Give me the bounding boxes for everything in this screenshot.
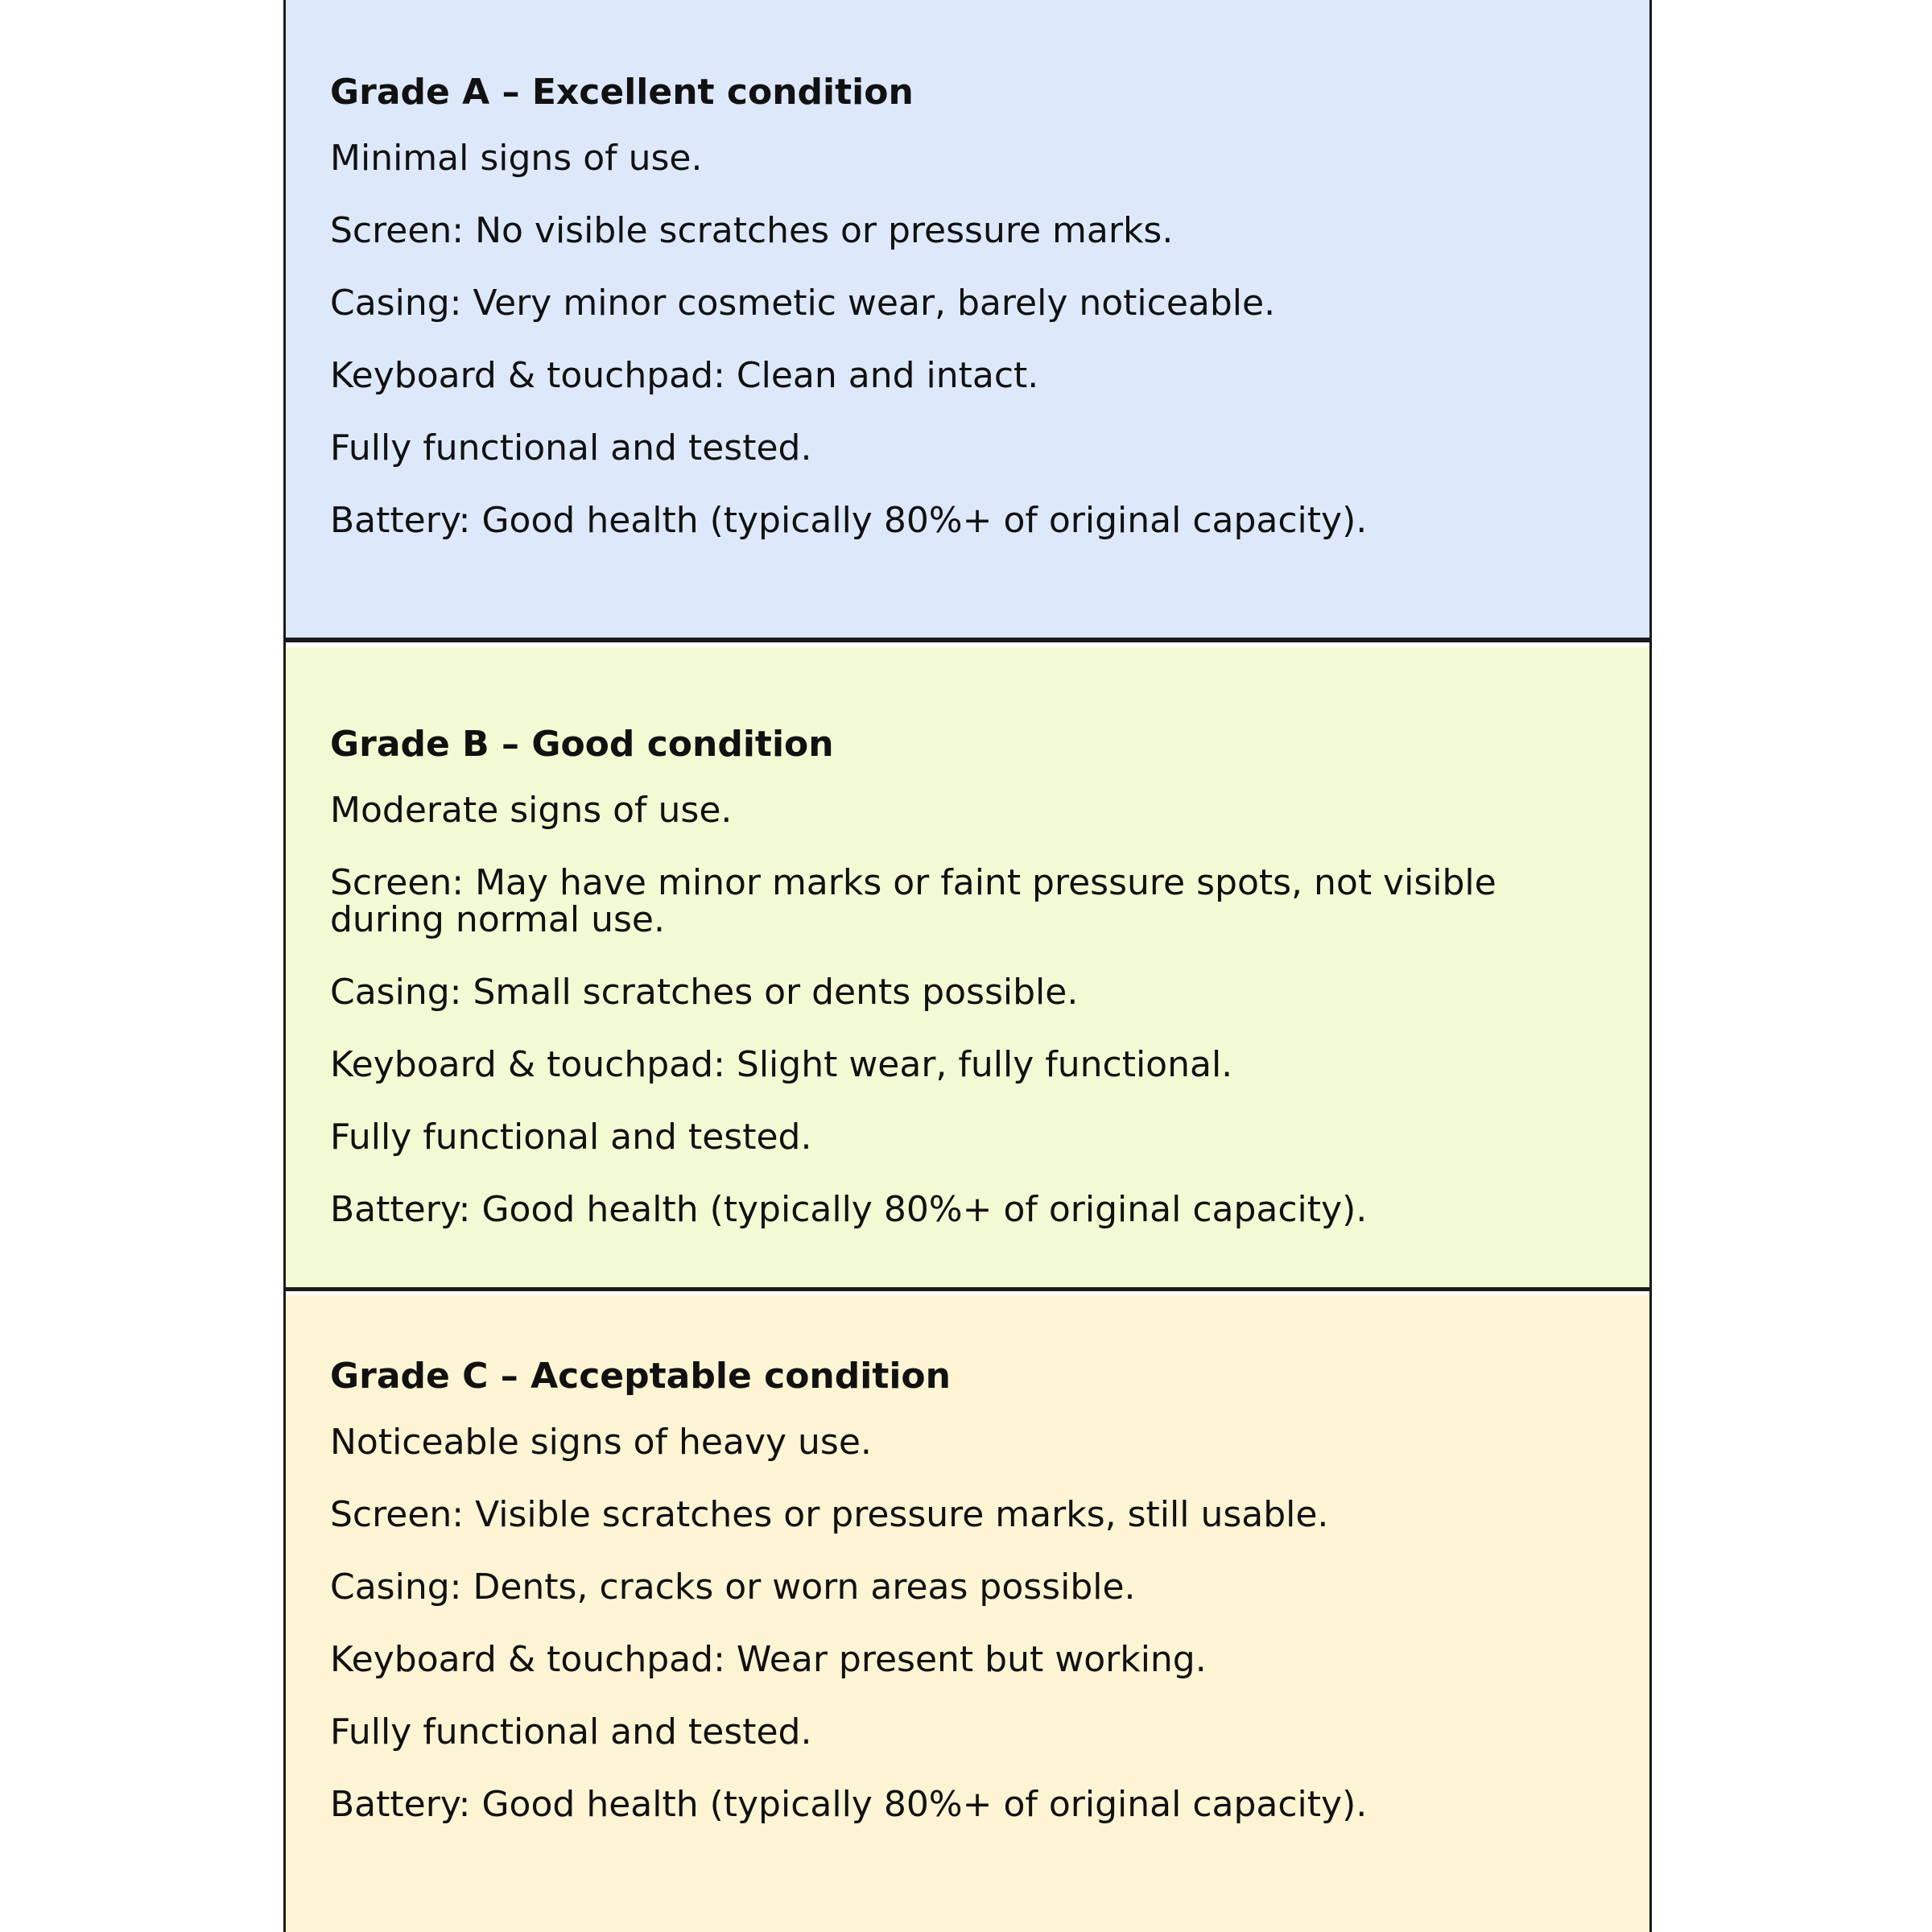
grade-a-line-screen: Screen: No visible scratches or pressure marks. <box>330 210 1174 251</box>
grade-a-card <box>286 0 1649 642</box>
grade-a-line-keyboard: Keyboard & touchpad: Clean and intact. <box>330 355 1039 396</box>
grade-c-line-casing: Casing: Dents, cracks or worn areas possible. <box>330 1567 1136 1608</box>
grade-b-line-function: Fully functional and tested. <box>330 1117 812 1158</box>
grade-b-title: Grade B – Good condition <box>330 724 834 765</box>
grade-b-line-casing: Casing: Small scratches or dents possible. <box>330 972 1079 1013</box>
grade-b-card <box>286 647 1649 1291</box>
grade-c-line-usage: Noticeable signs of heavy use. <box>330 1422 872 1463</box>
grade-c-line-battery: Battery: Good health (typically 80%+ of original capacity). <box>330 1784 1368 1825</box>
grade-c-line-function: Fully functional and tested. <box>330 1711 812 1752</box>
grade-c-line-keyboard: Keyboard & touchpad: Wear present but working. <box>330 1639 1207 1680</box>
grade-b-line-battery: Battery: Good health (typically 80%+ of original capacity). <box>330 1189 1368 1230</box>
grade-b-line-usage: Moderate signs of use. <box>330 790 733 831</box>
grade-b-line-screen: Screen: May have minor marks or faint pressure spots, not visible during normal use. <box>330 862 1496 940</box>
grade-a-line-battery: Battery: Good health (typically 80%+ of original capacity). <box>330 500 1368 541</box>
grade-b-line-keyboard: Keyboard & touchpad: Slight wear, fully functional. <box>330 1044 1233 1085</box>
grade-a-line-casing: Casing: Very minor cosmetic wear, barely noticeable. <box>330 283 1276 324</box>
grade-a-line-usage: Minimal signs of use. <box>330 138 703 179</box>
grade-a-title: Grade A – Excellent condition <box>330 72 914 113</box>
grading-sheet <box>283 0 1652 1932</box>
grade-c-line-screen: Screen: Visible scratches or pressure marks, still usable. <box>330 1494 1329 1535</box>
grade-c-title: Grade C – Acceptable condition <box>330 1356 951 1397</box>
grade-c-card <box>286 1295 1649 1932</box>
grade-a-line-function: Fully functional and tested. <box>330 427 812 469</box>
